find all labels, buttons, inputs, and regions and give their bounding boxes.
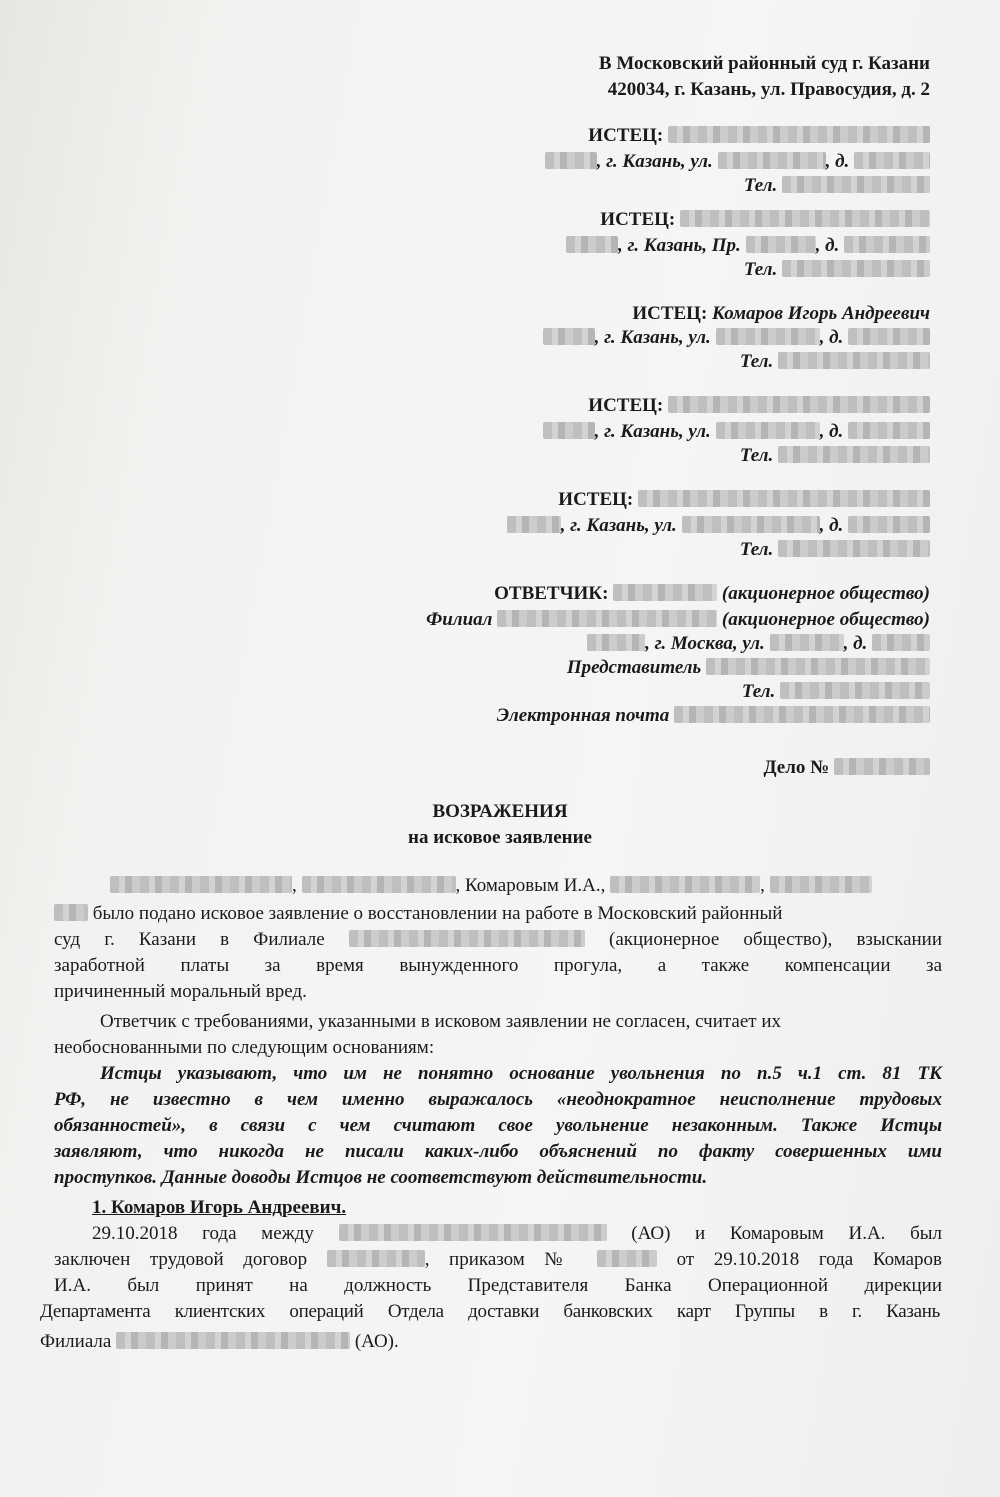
body-line: , , Комаровым И.А., , xyxy=(110,874,872,898)
body-line: заработной платы за время вынужденного прогула, а также компенсации за xyxy=(54,955,942,976)
plaintiff-label: ИСТЕЦ: xyxy=(600,209,676,230)
redacted-block xyxy=(780,682,930,699)
redacted-block xyxy=(770,634,844,651)
redacted-block xyxy=(116,1332,350,1349)
plaintiff-4-name-line xyxy=(588,394,930,418)
redacted-block xyxy=(778,352,930,369)
redacted-block xyxy=(610,876,760,893)
redacted-block xyxy=(848,328,930,345)
body-line: РФ, не известно в чем именно выражалось «неоднократное неисполнение трудовых xyxy=(54,1089,942,1110)
plaintiff-5-tel: Тел. xyxy=(740,538,930,562)
plaintiff-4-tel: Тел. xyxy=(740,444,930,468)
body-line: заключен трудовой договор , приказом № от 29.10.2018 года Комаров xyxy=(54,1249,943,1270)
redacted-block xyxy=(507,516,561,533)
defendant-email: Электронная почта xyxy=(497,704,930,728)
body-line: Ответчик с требованиями, указанными в исковом заявлении не согласен, считает их xyxy=(100,1011,782,1032)
redacted-block xyxy=(834,758,930,775)
redacted-block xyxy=(587,634,645,651)
body-line: И.А. был принят на должность Представителя Банка Операционной дирекции xyxy=(54,1275,942,1296)
plaintiff-label: ИСТЕЦ: xyxy=(558,489,634,510)
body-line: было подано исковое заявление о восстановлении на работе в Московский районный xyxy=(54,902,782,926)
court-name: В Московский районный суд г. Казани xyxy=(598,53,930,74)
case-number: Дело № xyxy=(764,756,931,780)
redacted-block xyxy=(327,1250,425,1267)
redacted-block xyxy=(848,422,930,439)
defendant-label: ОТВЕТЧИК: xyxy=(494,583,609,604)
body-line: проступков. Данные доводы Истцов не соответствуют действительности. xyxy=(54,1167,708,1188)
plaintiff-1-address: , г. Казань, ул. , д. xyxy=(545,150,930,174)
redacted-block xyxy=(613,584,717,601)
redacted-block xyxy=(54,904,88,921)
body-line: Филиала (АО). xyxy=(40,1331,399,1352)
defendant-branch: Филиал (акционерное общество) xyxy=(426,609,930,630)
defendant-tel: Тел. xyxy=(742,680,930,704)
body-line: 29.10.2018 года между (АО) и Комаровым И.А. был xyxy=(92,1223,942,1244)
body-line: необоснованными по следующим основаниям: xyxy=(54,1037,435,1058)
plaintiff-5-address: , г. Казань, ул. , д. xyxy=(507,514,930,538)
redacted-block xyxy=(872,634,930,651)
redacted-block xyxy=(718,152,826,169)
court-address: 420034, г. Казань, ул. Правосудия, д. 2 xyxy=(607,79,930,100)
document-title: ВОЗРАЖЕНИЯ xyxy=(432,801,568,822)
plaintiff-2-name-line xyxy=(600,208,930,232)
plaintiff-3-tel: Тел. xyxy=(740,350,930,374)
plaintiff-name: Комаров Игорь Андреевич xyxy=(712,303,930,324)
body-line: Департамента клиентских операций Отдела доставки банковских карт Группы в г. Казань xyxy=(40,1301,940,1322)
plaintiff-4-address: , г. Казань, ул. , д. xyxy=(543,420,930,444)
redacted-block xyxy=(778,540,930,557)
redacted-block xyxy=(706,658,930,675)
defendant-line: ОТВЕТЧИК: (акционерное общество) xyxy=(494,583,930,604)
redacted-block xyxy=(302,876,456,893)
plaintiff-5-name-line xyxy=(558,488,930,512)
redacted-block xyxy=(782,260,930,277)
plaintiff-label: ИСТЕЦ: xyxy=(588,395,664,416)
redacted-block xyxy=(339,1224,607,1241)
redacted-block xyxy=(782,176,930,193)
plaintiff-label: ИСТЕЦ: xyxy=(632,303,708,324)
redacted-block xyxy=(597,1250,657,1267)
redacted-block xyxy=(674,706,930,723)
body-line: суд г. Казани в Филиале (акционерное общество), взыскании xyxy=(54,929,943,950)
redacted-block xyxy=(680,210,930,227)
plaintiff-1-name-line xyxy=(588,124,930,148)
plaintiff-label: ИСТЕЦ: xyxy=(588,125,664,146)
plaintiff-3-address: , г. Казань, ул. , д. xyxy=(543,326,930,350)
body-line: обязанностей», в связи с чем считают свое увольнение незаконным. Также Истцы xyxy=(54,1115,942,1136)
redacted-block xyxy=(668,126,930,143)
document-subtitle: на исковое заявление xyxy=(408,827,592,848)
redacted-block xyxy=(716,422,820,439)
redacted-block xyxy=(746,236,816,253)
redacted-block xyxy=(497,610,717,627)
redacted-block xyxy=(682,516,820,533)
redacted-block xyxy=(854,152,930,169)
redacted-block xyxy=(349,930,585,947)
plaintiff-2-tel: Тел. xyxy=(744,258,930,282)
plaintiff-3-name-line xyxy=(632,302,930,326)
redacted-block xyxy=(668,396,930,413)
body-line: причиненный моральный вред. xyxy=(54,981,307,1002)
redacted-block xyxy=(716,328,820,345)
defendant-address: , г. Москва, ул. , д. xyxy=(587,632,930,656)
redacted-block xyxy=(110,876,292,893)
redacted-block xyxy=(545,152,597,169)
redacted-block xyxy=(770,876,872,893)
defendant-representative: Представитель xyxy=(567,656,930,680)
redacted-block xyxy=(848,516,930,533)
plaintiff-1-tel: Тел. xyxy=(744,174,930,198)
redacted-block xyxy=(778,446,930,463)
redacted-block xyxy=(566,236,618,253)
redacted-block xyxy=(844,236,930,253)
redacted-block xyxy=(638,490,930,507)
redacted-block xyxy=(543,328,595,345)
body-line: заявляют, что никогда не писали каких-либо объяснений по факту совершенных ими xyxy=(54,1141,942,1162)
redacted-block xyxy=(543,422,595,439)
plaintiff-2-address: , г. Казань, Пр. , д. xyxy=(566,234,930,258)
body-line: Истцы указывают, что им не понятно основание увольнения по п.5 ч.1 ст. 81 ТК xyxy=(100,1063,942,1084)
section-heading: 1. Комаров Игорь Андреевич. xyxy=(92,1197,347,1218)
